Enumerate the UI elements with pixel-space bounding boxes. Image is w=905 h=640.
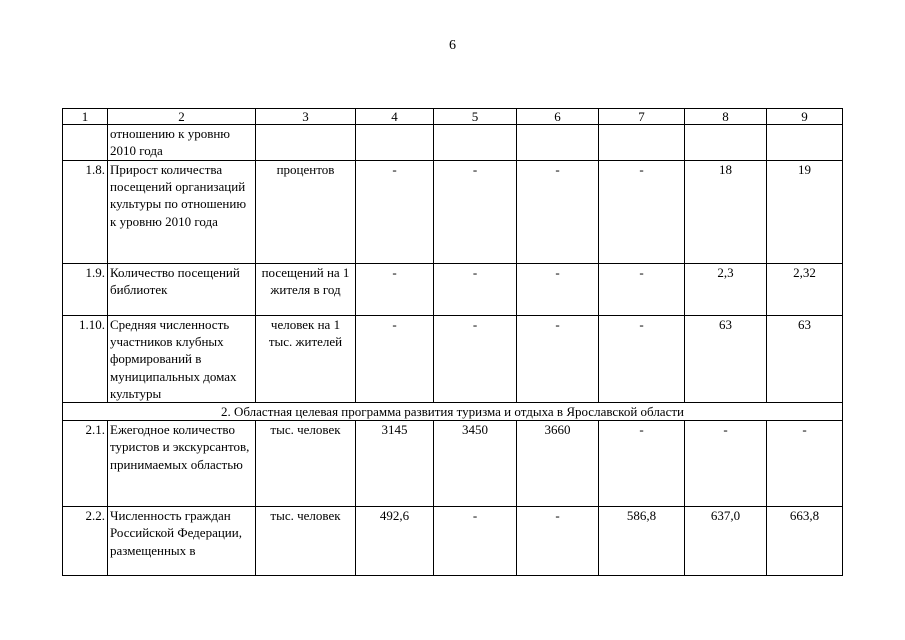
value-cell: - [356, 316, 434, 403]
value-cell: 3145 [356, 421, 434, 507]
value-cell: - [599, 161, 685, 264]
value-cell: 2,32 [767, 264, 843, 316]
column-header: 3 [256, 109, 356, 125]
value-cell [434, 125, 517, 161]
column-header: 8 [685, 109, 767, 125]
table-row [63, 264, 843, 316]
value-cell: - [434, 264, 517, 316]
value-cell: 2,3 [685, 264, 767, 316]
column-header: 9 [767, 109, 843, 125]
value-cell: - [434, 507, 517, 576]
value-cell: 3660 [517, 421, 599, 507]
unit-cell: тыс. человек [256, 507, 356, 576]
value-cell: - [599, 264, 685, 316]
column-header: 1 [63, 109, 108, 125]
page-number: 6 [449, 38, 456, 53]
row-number: 2.1. [63, 421, 108, 507]
table-header-row [63, 109, 843, 125]
value-cell: 18 [685, 161, 767, 264]
value-cell: - [517, 316, 599, 403]
value-cell: 3450 [434, 421, 517, 507]
value-cell: - [517, 161, 599, 264]
unit-cell: посещений на 1 жителя в год [256, 264, 356, 316]
row-number [63, 125, 108, 161]
column-header: 7 [599, 109, 685, 125]
row-number: 1.9. [63, 264, 108, 316]
unit-cell [256, 125, 356, 161]
value-cell [517, 125, 599, 161]
value-cell [599, 125, 685, 161]
column-header: 6 [517, 109, 599, 125]
indicator-name: Ежегодное количество туристов и экскурсантов, принимаемых областью [108, 421, 256, 507]
table-row [63, 161, 843, 264]
column-header: 2 [108, 109, 256, 125]
value-cell: - [685, 421, 767, 507]
value-cell: - [434, 161, 517, 264]
value-cell: - [517, 507, 599, 576]
value-cell: - [599, 421, 685, 507]
value-cell: 637,0 [685, 507, 767, 576]
column-header: 5 [434, 109, 517, 125]
row-number: 1.8. [63, 161, 108, 264]
indicator-name: отношению к уровню 2010 года [108, 125, 256, 161]
value-cell: 663,8 [767, 507, 843, 576]
indicator-name: Прирост количества посещений организаций культуры по отношению к уровню 2010 года [108, 161, 256, 264]
indicator-name: Численность граждан Российской Федерации, размещенных в [108, 507, 256, 576]
value-cell: - [356, 264, 434, 316]
value-cell [685, 125, 767, 161]
indicator-name: Количество посещений библиотек [108, 264, 256, 316]
value-cell [356, 125, 434, 161]
row-number: 1.10. [63, 316, 108, 403]
value-cell: 63 [767, 316, 843, 403]
indicator-name: Средняя численность участников клубных формирований в муниципальных домах культуры [108, 316, 256, 403]
value-cell [767, 125, 843, 161]
value-cell: - [599, 316, 685, 403]
value-cell: 63 [685, 316, 767, 403]
table-row [63, 507, 843, 576]
table-row [63, 421, 843, 507]
value-cell: 19 [767, 161, 843, 264]
unit-cell: человек на 1 тыс. жителей [256, 316, 356, 403]
value-cell: - [434, 316, 517, 403]
table-row [63, 316, 843, 403]
section-header-row [63, 403, 843, 421]
value-cell: - [767, 421, 843, 507]
value-cell: - [517, 264, 599, 316]
indicator-table [62, 108, 843, 576]
unit-cell: тыс. человек [256, 421, 356, 507]
column-header: 4 [356, 109, 434, 125]
value-cell: 586,8 [599, 507, 685, 576]
value-cell: - [356, 161, 434, 264]
section-title: 2. Областная целевая программа развития туризма и отдыха в Ярославской области [63, 403, 843, 421]
table-row [63, 125, 843, 161]
value-cell: 492,6 [356, 507, 434, 576]
row-number: 2.2. [63, 507, 108, 576]
unit-cell: процентов [256, 161, 356, 264]
